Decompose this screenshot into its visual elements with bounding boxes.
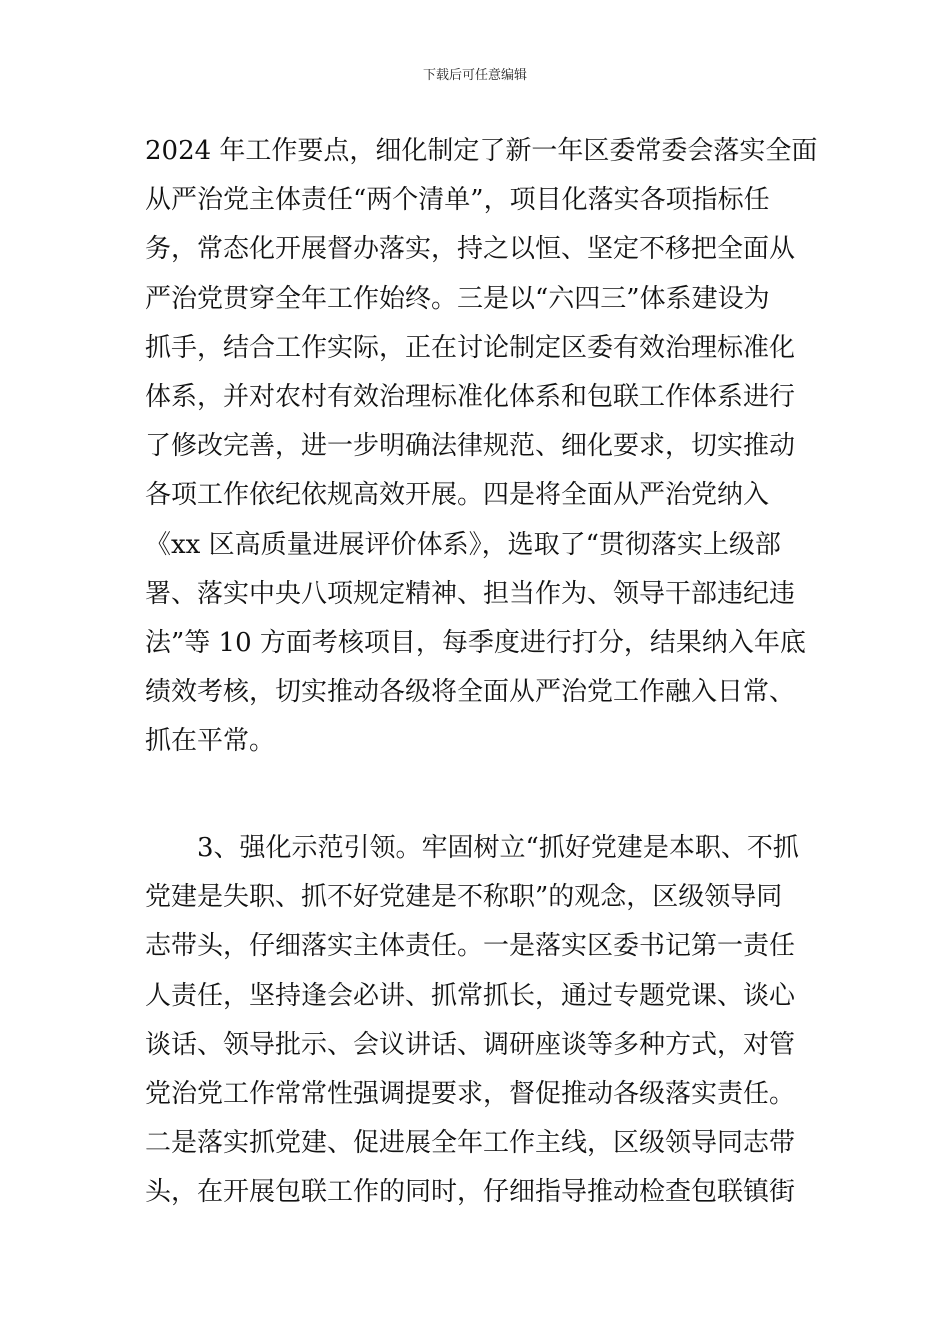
text-line: 从严治党主体责任“两个清单”，项目化落实各项指标任 (145, 185, 770, 216)
text-line: 绩效考核，切实推动各级将全面从严治党工作融入日常、 (145, 677, 796, 708)
paragraph-2 (145, 824, 805, 1218)
text-line: 党建是失职、抓不好党建是不称职”的观念，区级领导同 (145, 882, 783, 913)
text-line: 志带头，仔细落实主体责任。一是落实区委书记第一责任 (145, 931, 796, 962)
text-line: 各项工作依纪依规高效开展。四是将全面从严治党纳入 (145, 480, 770, 511)
text-line: 务，常态化开展督办落实，持之以恒、坚定不移把全面从 (145, 234, 796, 265)
text-line: 了修改完善，进一步明确法律规范、细化要求，切实推动 (145, 431, 796, 462)
text-line: 谈话、领导批示、会议讲话、调研座谈等多种方式，对管 (145, 1029, 796, 1060)
text-line: 抓手，结合工作实际，正在讨论制定区委有效治理标准化 (145, 332, 796, 363)
text-line: 人责任，坚持逢会必讲、抓常抓长，通过专题党课、谈心 (145, 980, 796, 1011)
text-line: 严治党贯穿全年工作始终。三是以“六四三”体系建设为 (145, 283, 770, 314)
text-line: 抓在平常。 (145, 726, 276, 757)
text-line: 署、落实中央八项规定精神、担当作为、领导干部违纪违 (145, 578, 796, 609)
text-line: 体系，并对农村有效治理标准化体系和包联工作体系进行 (145, 381, 796, 412)
text-line: 《xx 区高质量进展评价体系》，选取了“贯彻落实上级部 (145, 529, 781, 560)
page-header-note: 下载后可任意编辑 (422, 68, 527, 83)
paragraph-1 (145, 127, 818, 766)
text-line: 法”等 10 方面考核项目，每季度进行打分，结果纳入年底 (145, 627, 806, 658)
text-line: 2024 年工作要点，细化制定了新一年区委常委会落实全面 (145, 136, 818, 166)
text-line: 3、强化示范引领。牢固树立“抓好党建是本职、不抓 (145, 833, 799, 863)
text-line: 二是落实抓党建、促进展全年工作主线，区级领导同志带 (145, 1128, 796, 1159)
text-line: 党治党工作常常性强调提要求，督促推动各级落实责任。 (145, 1078, 796, 1109)
text-line: 头，在开展包联工作的同时，仔细指导推动检查包联镇街 (145, 1177, 796, 1208)
